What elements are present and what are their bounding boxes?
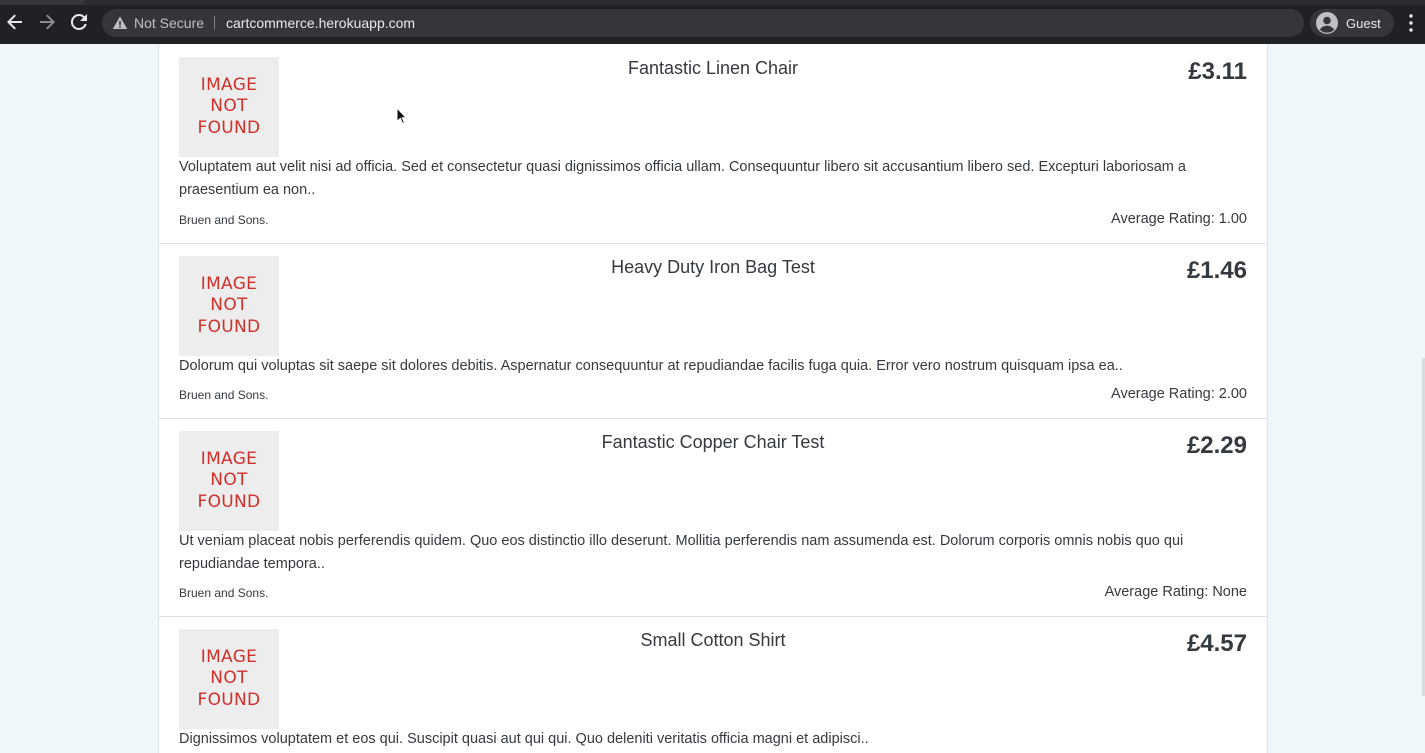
more-vert-icon[interactable]	[1403, 12, 1419, 34]
warning-icon	[112, 15, 128, 31]
product-vendor: Bruen and Sons.	[179, 388, 269, 402]
product-list	[158, 44, 1268, 753]
reload-button[interactable]	[68, 11, 90, 33]
tab-strip	[0, 0, 1425, 5]
product-rating: Average Rating: 1.00	[1111, 211, 1247, 227]
placeholder-line: FOUND	[197, 689, 261, 710]
arrow-right-icon	[38, 13, 56, 31]
profile-button[interactable]	[1310, 9, 1394, 37]
arrow-left-icon	[6, 13, 24, 31]
placeholder-line: NOT	[210, 470, 248, 491]
product-title[interactable]: Heavy Duty Iron Bag Test	[611, 257, 815, 277]
product-description: Voluptatem aut velit nisi ad officia. Sed et consectetur quasi dignissimos officia ullam. Consequuntur libero sit accusantium libero sed. Excepturi laboriosam a praesentium ea non..	[179, 159, 1186, 198]
divider	[214, 16, 215, 30]
product-card[interactable]	[159, 244, 1267, 419]
product-description: Dolorum qui voluptas sit saepe sit dolores debitis. Aspernatur consequuntur at repudiandae facilis fuga quia. Error vero nostrum quisquam ipsa ea..	[179, 358, 1123, 374]
address-bar[interactable]	[102, 9, 1304, 37]
security-status[interactable]: Not Secure	[134, 15, 205, 31]
product-rating: Average Rating: None	[1104, 584, 1247, 600]
product-description: Dignissimos voluptatem et eos qui. Suscipit quasi aut qui qui. Quo deleniti veritatis officia magni et adipisci..	[179, 731, 869, 747]
placeholder-line: FOUND	[197, 117, 261, 138]
profile-name: Guest	[1346, 16, 1381, 31]
product-card[interactable]	[159, 617, 1267, 753]
mouse-pointer-icon	[396, 107, 408, 125]
product-title[interactable]: Small Cotton Shirt	[640, 630, 786, 650]
reload-icon	[70, 13, 88, 31]
placeholder-line: NOT	[210, 668, 248, 689]
product-price: £1.46	[1186, 257, 1247, 284]
url-text[interactable]: cartcommerce.herokuapp.com	[226, 15, 416, 31]
product-vendor: Bruen and Sons.	[179, 213, 269, 227]
product-description: Ut veniam placeat nobis perferendis quidem. Quo eos distinctio illo deserunt. Mollitia perferendis nam assumenda est. Dolorum corporis omnis nobis quo qui repudiandae tempora..	[179, 533, 1184, 572]
placeholder-line: IMAGE	[200, 273, 258, 294]
product-price: £4.57	[1186, 630, 1247, 657]
browser-toolbar	[0, 0, 1425, 44]
placeholder-line: IMAGE	[200, 74, 258, 95]
active-tab-edge[interactable]	[0, 0, 84, 5]
back-button[interactable]	[4, 11, 26, 33]
placeholder-line: NOT	[210, 96, 248, 117]
forward-button[interactable]	[36, 11, 58, 33]
product-card[interactable]	[159, 419, 1267, 617]
avatar-icon	[1316, 12, 1338, 34]
placeholder-line: IMAGE	[200, 646, 258, 667]
placeholder-line: NOT	[210, 295, 248, 316]
placeholder-line: IMAGE	[200, 448, 258, 469]
product-price: £3.11	[1188, 58, 1247, 85]
product-price: £2.29	[1186, 432, 1247, 459]
product-vendor: Bruen and Sons.	[179, 586, 269, 600]
product-title[interactable]: Fantastic Linen Chair	[627, 58, 799, 78]
product-title[interactable]: Fantastic Copper Chair Test	[601, 432, 825, 452]
product-card[interactable]	[159, 44, 1267, 244]
placeholder-line: FOUND	[197, 316, 261, 337]
product-rating: Average Rating: 2.00	[1111, 386, 1247, 402]
placeholder-line: FOUND	[197, 491, 261, 512]
